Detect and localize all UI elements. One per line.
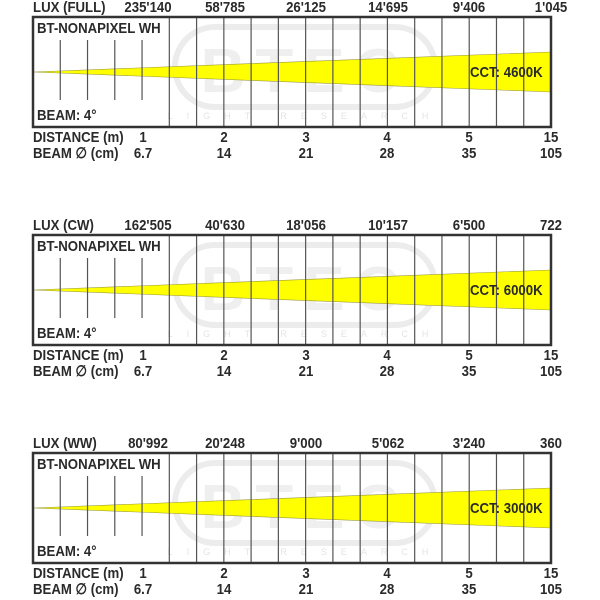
beam-diameter-label: BEAM ∅ (cm): [33, 145, 119, 162]
distance-value: 1: [139, 565, 147, 582]
lux-value: 5'062: [371, 435, 405, 452]
lux-value: 722: [539, 217, 563, 234]
lux-value: 10'157: [368, 217, 408, 234]
distance-value: 4: [383, 347, 391, 364]
beam-diameter-value: 35: [461, 363, 477, 380]
svg-text:LIGHT RESEARCH: LIGHT RESEARCH: [167, 111, 443, 121]
beam-diameter-value: 105: [539, 581, 563, 598]
beam-diameter-value: 35: [461, 581, 477, 598]
lux-value: 14'695: [368, 0, 408, 16]
distance-value: 1: [139, 347, 147, 364]
beam-angle-label: BEAM: 4°: [37, 107, 97, 124]
lux-value: 9'406: [452, 0, 486, 16]
distance-value: 5: [465, 565, 473, 582]
distance-label: DISTANCE (m): [33, 565, 124, 582]
distance-value: 5: [465, 347, 473, 364]
distance-value: 3: [302, 347, 310, 364]
beam-angle-label: BEAM: 4°: [37, 543, 97, 560]
lux-label: LUX (WW): [33, 435, 97, 452]
lux-value: 20'248: [205, 435, 245, 452]
distance-value: 15: [543, 347, 559, 364]
fixture-title: BT-NONAPIXEL WH: [37, 20, 161, 37]
distance-value: 2: [220, 347, 228, 364]
beam-diameter-value: 14: [216, 581, 232, 598]
lux-value: 80'992: [128, 435, 168, 452]
distance-value: 3: [302, 129, 310, 146]
lux-value: 40'630: [205, 217, 245, 234]
lux-value: 1'045: [534, 0, 568, 16]
distance-label: DISTANCE (m): [33, 347, 124, 364]
beam-diameter-value: 21: [298, 581, 314, 598]
lux-value: 6'500: [452, 217, 486, 234]
beam-diameter-label: BEAM ∅ (cm): [33, 581, 119, 598]
beam-diameter-value: 105: [539, 363, 563, 380]
distance-value: 4: [383, 129, 391, 146]
distance-value: 2: [220, 565, 228, 582]
distance-value: 15: [543, 565, 559, 582]
beam-diameter-value: 6.7: [133, 581, 153, 598]
cct-label: CCT: 6000K: [470, 282, 543, 299]
beam-diameter-value: 105: [539, 145, 563, 162]
lux-value: 3'240: [452, 435, 486, 452]
lux-value: 235'140: [124, 0, 172, 16]
distance-label: DISTANCE (m): [33, 129, 124, 146]
beam-diameter-value: 6.7: [133, 363, 153, 380]
lux-value: 26'125: [286, 0, 326, 16]
lux-label: LUX (CW): [33, 217, 94, 234]
distance-value: 2: [220, 129, 228, 146]
beam-diameter-value: 21: [298, 145, 314, 162]
fixture-title: BT-NONAPIXEL WH: [37, 238, 161, 255]
svg-text:LIGHT RESEARCH: LIGHT RESEARCH: [167, 547, 443, 557]
beam-diameter-value: 14: [216, 363, 232, 380]
lux-value: 162'505: [124, 217, 172, 234]
beam-diameter-value: 28: [379, 363, 395, 380]
distance-value: 4: [383, 565, 391, 582]
beam-diameter-value: 14: [216, 145, 232, 162]
beam-angle-label: BEAM: 4°: [37, 325, 97, 342]
distance-value: 1: [139, 129, 147, 146]
lux-label: LUX (FULL): [33, 0, 106, 16]
lux-value: 360: [539, 435, 563, 452]
distance-value: 15: [543, 129, 559, 146]
cct-label: CCT: 4600K: [470, 64, 543, 81]
lux-value: 58'785: [205, 0, 245, 16]
beam-diameter-value: 21: [298, 363, 314, 380]
lux-value: 9'000: [289, 435, 323, 452]
distance-value: 3: [302, 565, 310, 582]
beam-diameter-value: 28: [379, 581, 395, 598]
fixture-title: BT-NONAPIXEL WH: [37, 456, 161, 473]
beam-diameter-value: 6.7: [133, 145, 153, 162]
beam-diameter-value: 28: [379, 145, 395, 162]
lux-value: 18'056: [286, 217, 326, 234]
svg-text:LIGHT RESEARCH: LIGHT RESEARCH: [167, 329, 443, 339]
distance-value: 5: [465, 129, 473, 146]
beam-diameter-label: BEAM ∅ (cm): [33, 363, 119, 380]
cct-label: CCT: 3000K: [470, 500, 543, 517]
beam-diameter-value: 35: [461, 145, 477, 162]
